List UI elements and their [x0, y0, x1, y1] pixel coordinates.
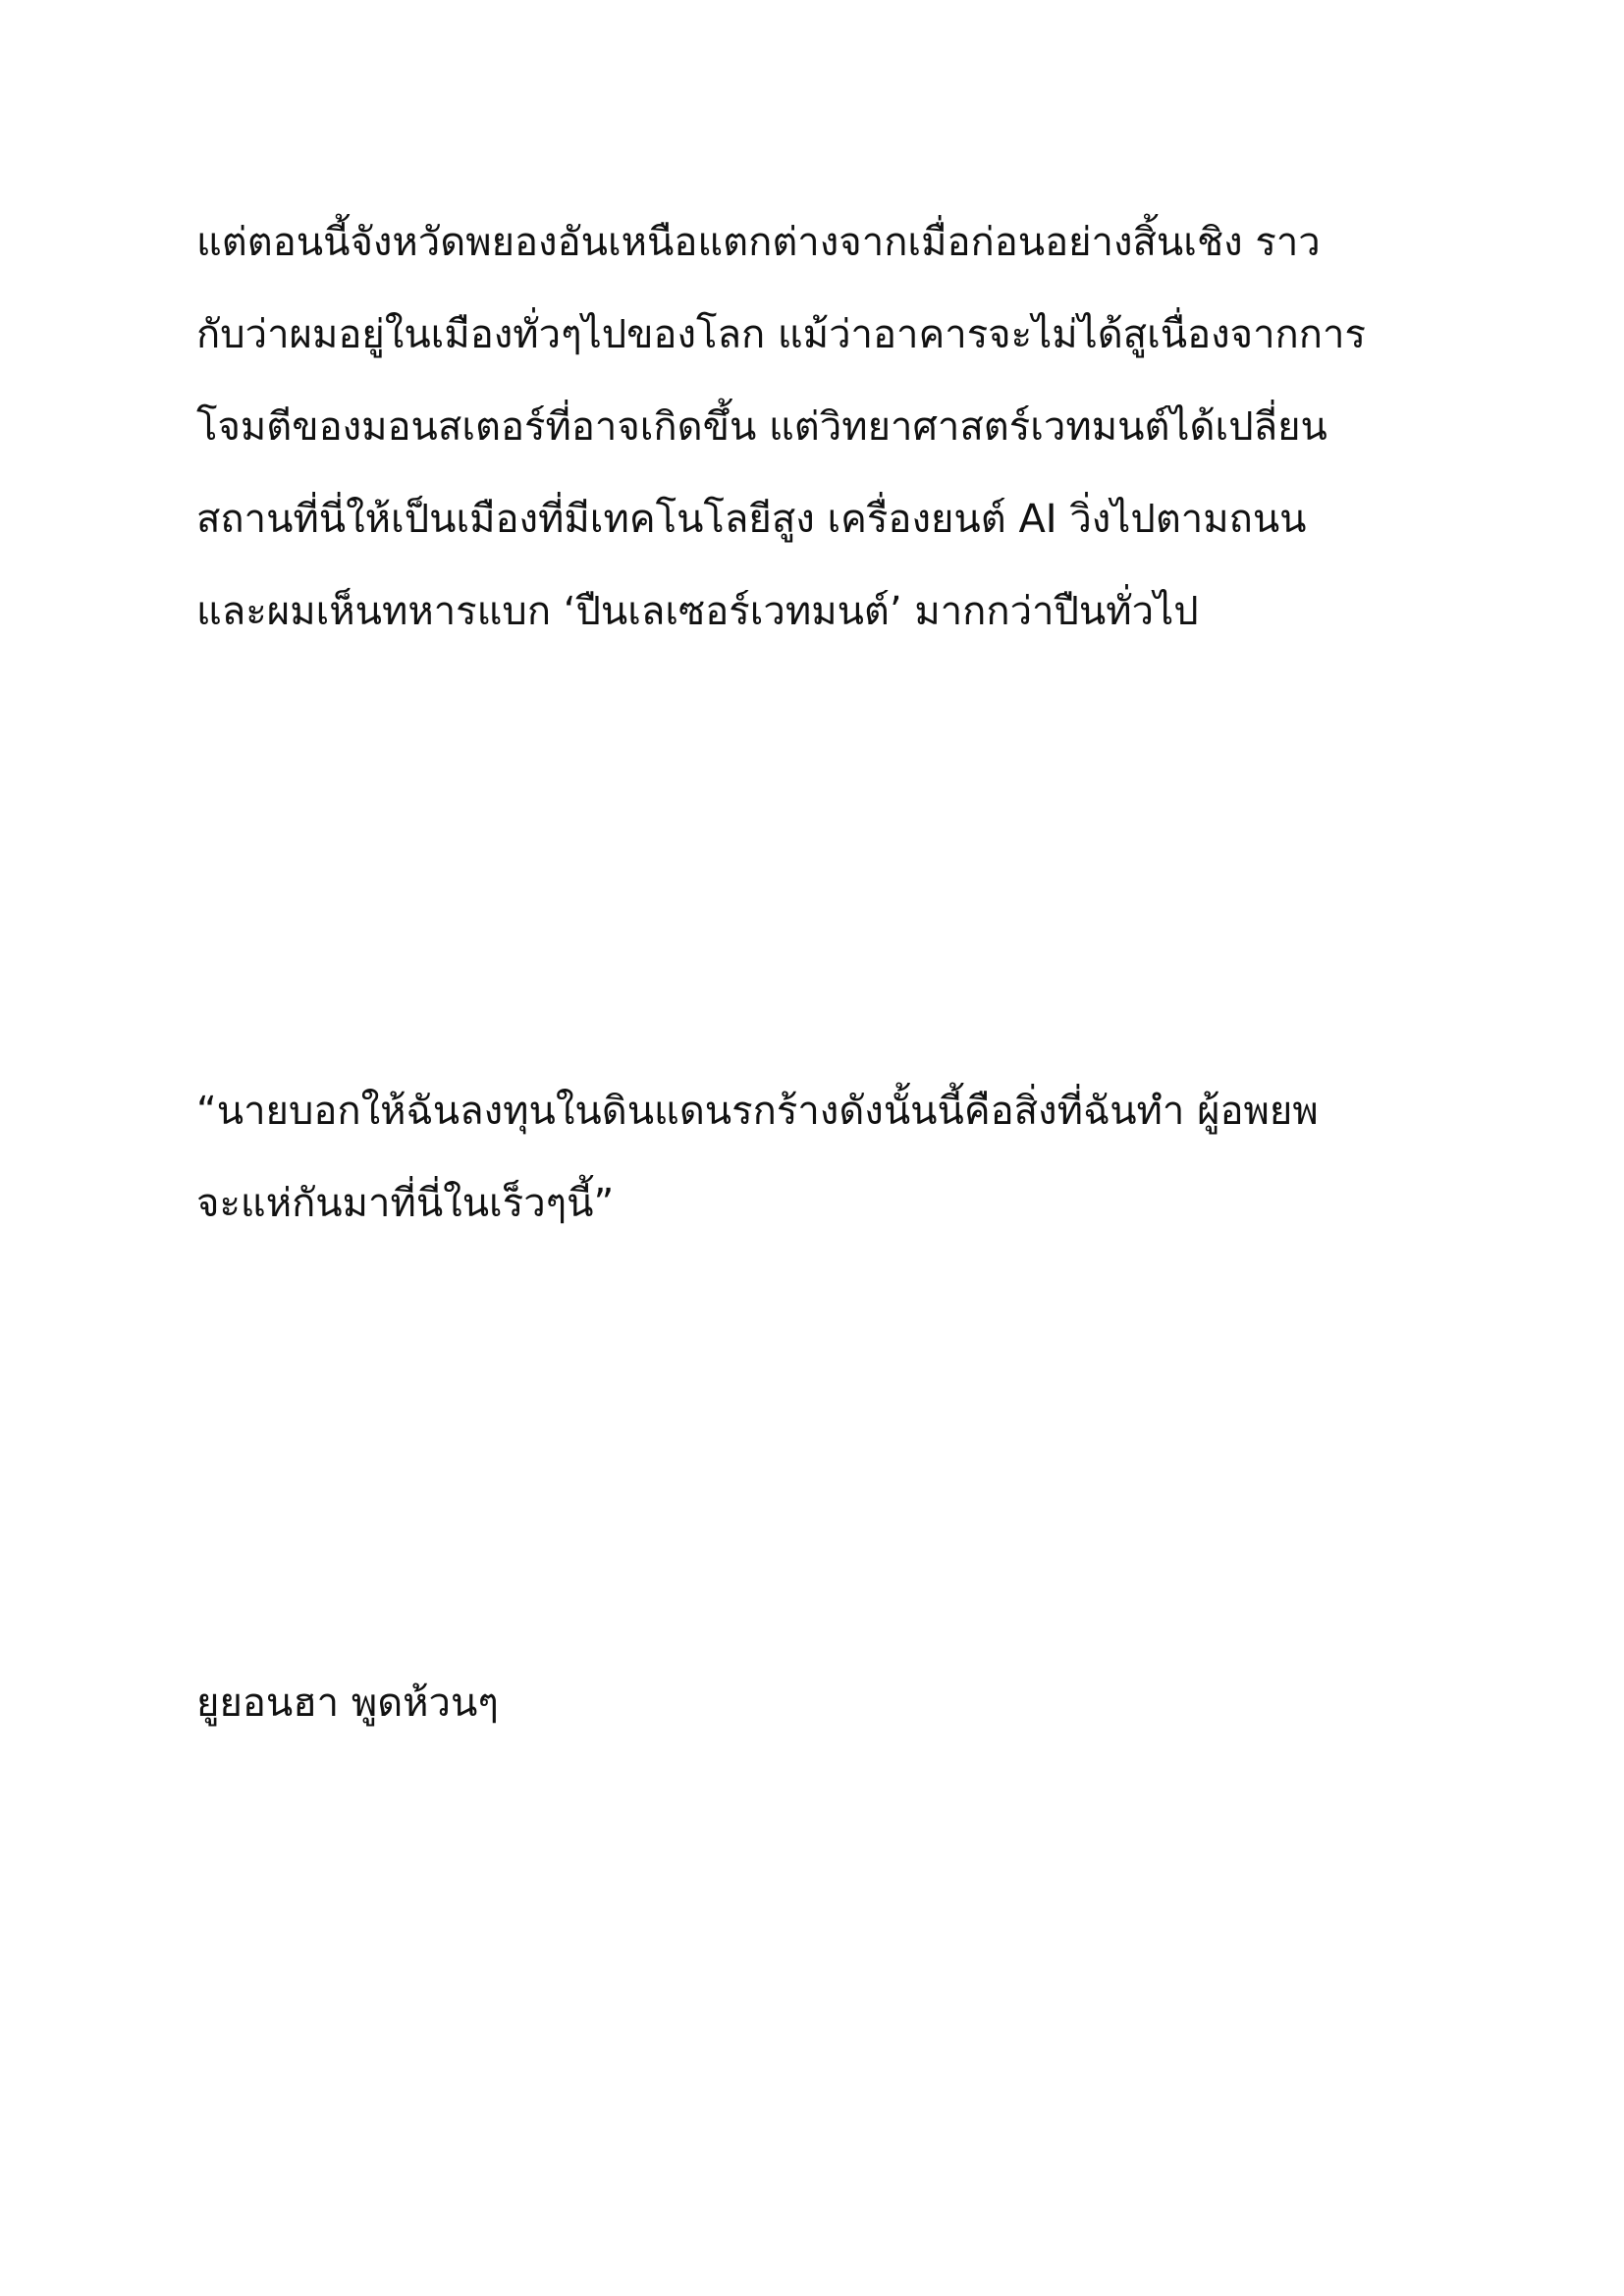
text-line: สถานที่นี่ให้เป็นเมืองที่มีเทคโนโลยีสูง เครื่องยนต์ AI วิ่งไปตามถนน: [196, 497, 1307, 542]
text-line: กับว่าผมอยู่ในเมืองทั่วๆไปของโลก แม้ว่าอาคารจะไม่ได้สูเนื่องจากการ: [196, 312, 1366, 357]
speaker-tag-paragraph: [196, 1657, 1473, 1749]
text-line: “นายบอกให้ฉันลงทุนในดินแดนรกร้างดังนั้นนี้คือสิ่งที่ฉันทำ ผู้อพยพ: [196, 1089, 1319, 1134]
text-line: โจมตีของมอนสเตอร์ที่อาจเกิดขึ้น แต่วิทยาศาสตร์เวทมนต์ได้เปลี่ยน: [196, 404, 1327, 450]
text-line: จะแห่กันมาที่นี่ในเร็วๆนี้”: [196, 1181, 615, 1226]
text-line: แต่ตอนนี้จังหวัดพยองอันเหนือแตกต่างจากเมื่อก่อนอย่างสิ้นเชิง ราว: [196, 220, 1321, 265]
text-line: ยูยอนฮา พูดห้วนๆ: [196, 1681, 499, 1726]
dialogue-paragraph: [196, 1065, 1473, 1250]
narration-paragraph: [196, 196, 1473, 658]
text-line: และผมเห็นทหารแบก ‘ปืนเลเซอร์เวทมนต์’ มากกว่าปืนทั่วไป: [196, 589, 1199, 634]
